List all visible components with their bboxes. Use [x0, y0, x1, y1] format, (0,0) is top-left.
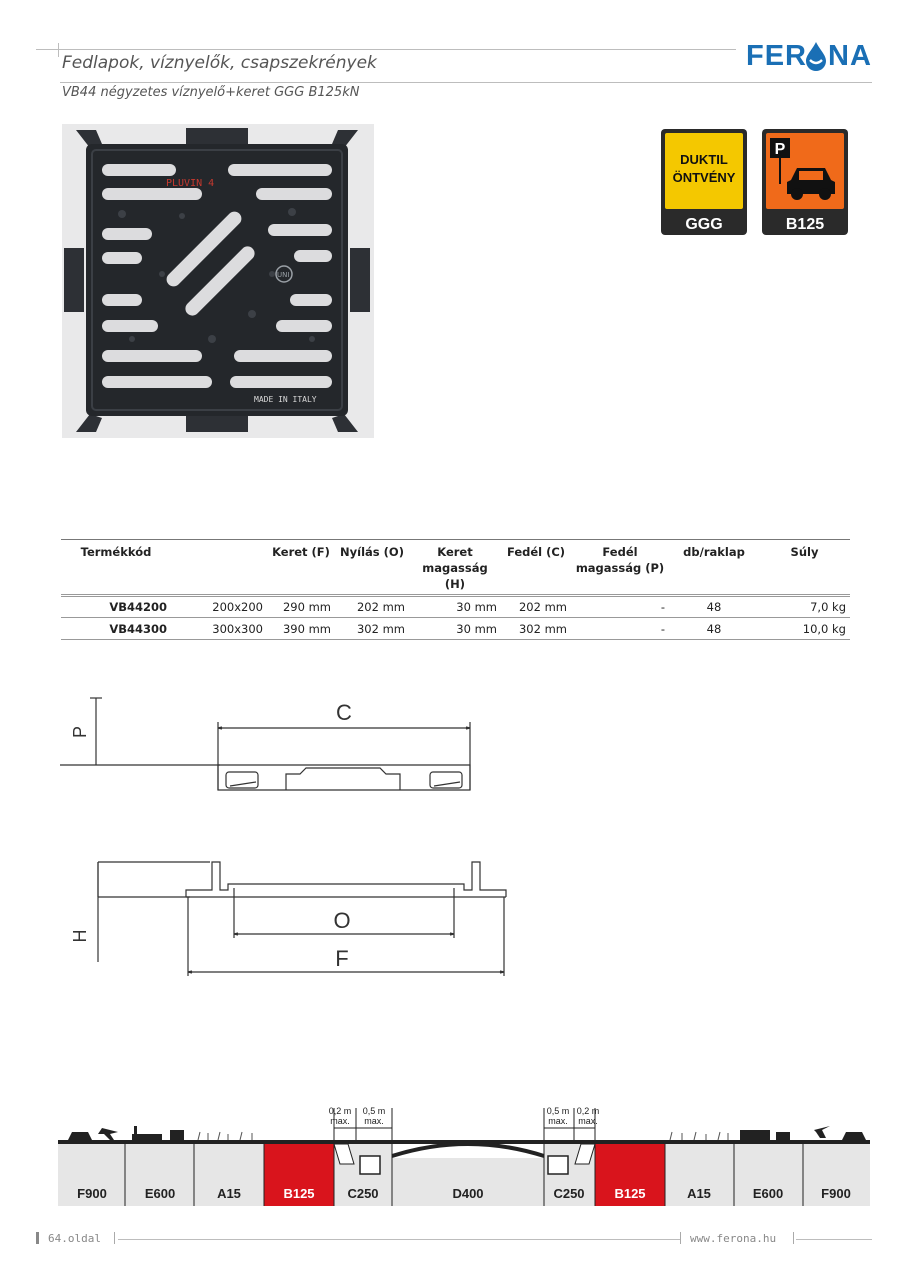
table-header-row — [61, 540, 850, 596]
load-class-b125-badge — [761, 128, 849, 236]
footer-bar — [36, 1232, 39, 1244]
page-title: Fedlapok, víznyelők, csapszekrények — [62, 53, 377, 73]
dim-right-1: 0,5 m — [546, 1106, 570, 1116]
svg-text:NA: NA — [828, 40, 872, 72]
page-subtitle: VB44 négyzetes víznyelő+keret GGG B125kN — [62, 85, 360, 100]
table-row — [61, 618, 850, 640]
cell-weight: 10,0 kg — [802, 621, 846, 636]
th-code: Termékkód — [61, 540, 171, 596]
cell-opening: 202 mm — [356, 600, 405, 614]
skyline-icons — [68, 1126, 866, 1140]
dim-right-2: 0,2 m — [576, 1106, 600, 1116]
ductile-iron-badge — [660, 128, 748, 236]
footer-rule — [118, 1239, 680, 1240]
label-o: O — [333, 908, 351, 933]
grate-marking-made-in-italy: MADE IN ITALY — [254, 395, 317, 404]
th-frame-height — [409, 540, 501, 596]
svg-text:ÖNTVÉNY: ÖNTVÉNY — [672, 170, 736, 185]
class-label: E600 — [144, 1186, 176, 1201]
grate-marking-uni: UNI — [277, 271, 290, 279]
class-label: B125 — [614, 1186, 646, 1201]
class-label: D400 — [452, 1186, 484, 1201]
cell-pallet: 48 — [706, 600, 722, 614]
cell-frame-height: 30 mm — [456, 600, 497, 614]
dim-left-2: 0,5 m — [362, 1106, 386, 1116]
footer-rule — [796, 1239, 872, 1240]
cell-size: 300x300 — [212, 621, 263, 636]
th-size — [171, 540, 267, 596]
grass-left — [198, 1132, 252, 1140]
footer-separator — [680, 1232, 681, 1244]
th-frame-height-line2: magasság (H) — [422, 561, 488, 591]
cell-opening: 302 mm — [356, 621, 405, 636]
grass-right — [670, 1132, 728, 1140]
spec-table — [61, 539, 850, 640]
label-f: F — [335, 946, 349, 971]
cell-frame-height: 30 mm — [456, 621, 497, 636]
svg-text:B125: B125 — [785, 216, 825, 233]
class-label: F900 — [77, 1186, 107, 1201]
svg-text:FER: FER — [746, 40, 807, 72]
th-frame: Keret (F) — [267, 540, 335, 596]
cell-code: VB44300 — [109, 621, 167, 636]
cell-cover-height: - — [660, 600, 665, 614]
th-cover: Fedél (C) — [501, 540, 571, 596]
th-cover-height — [571, 540, 669, 596]
svg-text:GGG: GGG — [685, 216, 723, 233]
grate-photo — [62, 124, 374, 438]
cell-pallet: 48 — [706, 621, 722, 636]
cell-size: 200x200 — [212, 600, 263, 614]
th-weight: Súly — [759, 540, 850, 596]
class-label: C250 — [347, 1186, 379, 1201]
label-p: P — [70, 725, 90, 739]
cell-frame: 390 mm — [282, 621, 331, 636]
dim-left-2-max: max. — [364, 1116, 384, 1126]
th-cover-height-line2: magasság (P) — [575, 561, 665, 575]
th-opening: Nyílás (O) — [335, 540, 409, 596]
label-h: H — [70, 929, 90, 943]
cell-code: VB44200 — [109, 600, 167, 614]
cell-weight: 7,0 kg — [810, 600, 846, 614]
cell-cover: 302 mm — [518, 621, 567, 636]
svg-text:DUKTIL: DUKTIL — [680, 152, 728, 167]
svg-text:P: P — [774, 141, 786, 158]
th-cover-height-line1: Fedél — [602, 545, 638, 559]
footer-page-number: 64.oldal — [48, 1232, 101, 1245]
cell-cover: 202 mm — [518, 600, 567, 614]
header-rule-top — [36, 49, 736, 50]
label-c: C — [336, 700, 352, 725]
dim-left-1-max: max. — [330, 1116, 350, 1126]
footer-separator — [793, 1232, 794, 1244]
cell-cover-height: - — [660, 621, 665, 636]
class-label: C250 — [553, 1186, 585, 1201]
class-label: A15 — [687, 1186, 711, 1201]
class-label: E600 — [752, 1186, 784, 1201]
class-label: B125 — [283, 1186, 315, 1201]
header-rule-middle — [60, 82, 872, 83]
class-label: A15 — [217, 1186, 241, 1201]
th-frame-height-line1: Keret — [437, 545, 473, 559]
cover-drawing — [60, 690, 500, 800]
dim-right-2-max: max. — [578, 1116, 598, 1126]
frame-drawing — [60, 852, 520, 982]
class-label: F900 — [821, 1186, 851, 1201]
table-row — [61, 596, 850, 618]
dim-left-1: 0,2 m — [328, 1106, 352, 1116]
dim-right-1-max: max. — [548, 1116, 568, 1126]
footer-separator — [114, 1232, 115, 1244]
cell-frame: 290 mm — [282, 600, 331, 614]
grate-marking-pluvin: PLUVIN 4 — [166, 178, 215, 189]
footer-url[interactable]: www.ferona.hu — [690, 1232, 777, 1245]
load-class-diagram — [58, 1098, 870, 1210]
header-tick — [58, 43, 59, 57]
th-pallet: db/raklap — [669, 540, 759, 596]
ferona-logo — [746, 36, 876, 72]
